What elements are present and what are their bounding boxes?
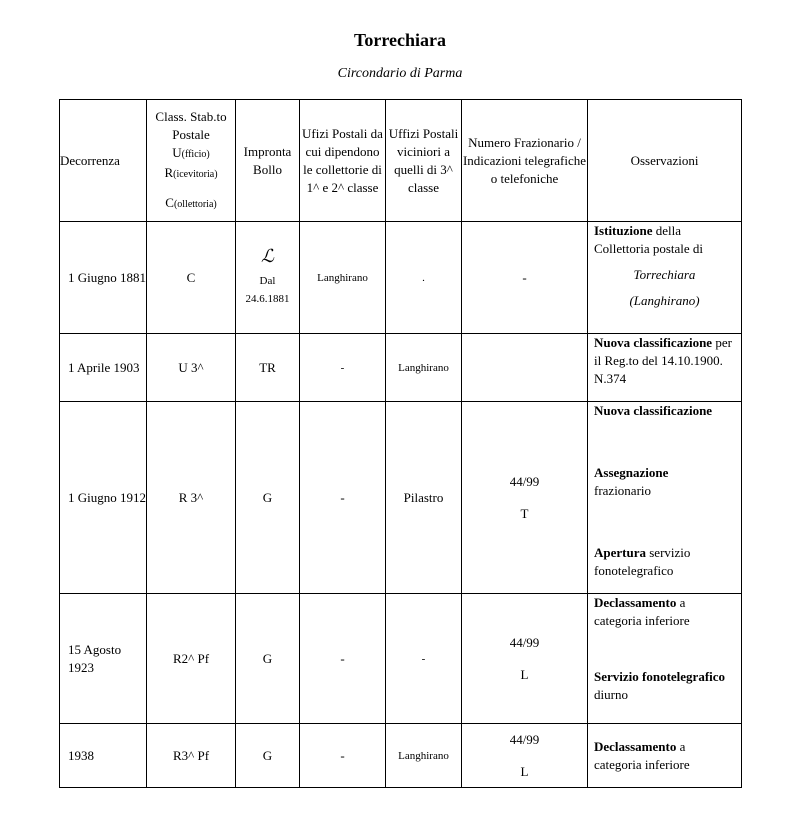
numero-cell: 44/99 L — [462, 724, 588, 788]
bollo-script-l-icon: ℒ — [261, 245, 274, 267]
decorrenza-cell: 1 Giugno 1912 — [60, 402, 147, 594]
ufizi-cell: - — [300, 334, 386, 402]
viciniori-cell: Langhirano — [386, 724, 462, 788]
col-class-line1: Class. Stab.to — [155, 108, 227, 124]
viciniori-cell: - — [386, 594, 462, 724]
col-class-c: C(ollettoria) — [165, 194, 217, 210]
col-class-line2: Postale — [172, 126, 210, 142]
viciniori-cell: Langhirano — [386, 334, 462, 402]
bollo-dal: Dal — [259, 274, 276, 287]
ufizi-cell: Langhirano — [300, 222, 386, 334]
decorrenza-cell: 1 Giugno 1881 — [60, 222, 147, 334]
bollo-cell: G — [236, 402, 300, 594]
viciniori-cell: Pilastro — [386, 402, 462, 594]
col-ufizi: Ufizi Postali da cui dipendono le collettorie di 1^ e 2^ classe — [300, 100, 386, 222]
col-impronta: Impronta Bollo — [236, 100, 300, 222]
bollo-cell: G — [236, 724, 300, 788]
numero-cell: 44/99 L — [462, 594, 588, 724]
osservazioni-cell: Istituzione della Collettoria postale di Torrechiara (Langhirano) — [588, 222, 742, 334]
bollo-cell: TR — [236, 334, 300, 402]
numero-cell: 44/99 T — [462, 402, 588, 594]
viciniori-cell: . — [386, 222, 462, 334]
classe-cell: U 3^ — [147, 334, 236, 402]
col-class-u: U(fficio) — [172, 144, 210, 160]
col-classificazione — [147, 100, 236, 222]
classe-cell: R 3^ — [147, 402, 236, 594]
col-class-r: R(icevitoria) — [164, 164, 218, 180]
ufizi-cell: - — [300, 402, 386, 594]
osservazioni-cell: Declassamento a categoria inferiore — [588, 724, 742, 788]
ufizi-cell: - — [300, 594, 386, 724]
table-row — [60, 402, 742, 594]
ufizi-cell: - — [300, 724, 386, 788]
col-viciniori: Uffizi Postali viciniori a quelli di 3^ classe — [386, 100, 462, 222]
table-row — [60, 724, 742, 788]
osservazioni-cell: Nuova classificazione per il Reg.to del 14.10.1900. N.374 — [588, 334, 742, 402]
col-numero: Numero Frazionario / Indicazioni telegrafiche o telefoniche — [462, 100, 588, 222]
decorrenza-cell: 1938 — [60, 724, 147, 788]
table-row — [60, 334, 742, 402]
numero-cell — [462, 334, 588, 402]
page-title: Torrechiara — [354, 30, 446, 50]
table-row — [60, 222, 742, 334]
history-table — [59, 99, 742, 788]
classe-cell: R2^ Pf — [147, 594, 236, 724]
page-subtitle: Circondario di Parma — [337, 66, 463, 81]
col-osservazioni: Osservazioni — [588, 100, 742, 222]
table-row — [60, 594, 742, 724]
classe-cell: R3^ Pf — [147, 724, 236, 788]
bollo-cell — [236, 222, 300, 334]
decorrenza-cell: 15 Agosto 1923 — [60, 594, 147, 724]
bollo-cell: G — [236, 594, 300, 724]
col-decorrenza: Decorrenza — [60, 100, 147, 222]
decorrenza-cell: 1 Aprile 1903 — [60, 334, 147, 402]
numero-cell: - — [462, 222, 588, 334]
osservazioni-cell: Nuova classificazione Assegnazione frazionario Apertura servizio fonotelegrafico — [588, 402, 742, 594]
osservazioni-cell: Declassamento a categoria inferiore Servizio fonotelegrafico diurno — [588, 594, 742, 724]
bollo-date: 24.6.1881 — [245, 292, 290, 305]
classe-cell: C — [147, 222, 236, 334]
header-row — [60, 100, 742, 222]
